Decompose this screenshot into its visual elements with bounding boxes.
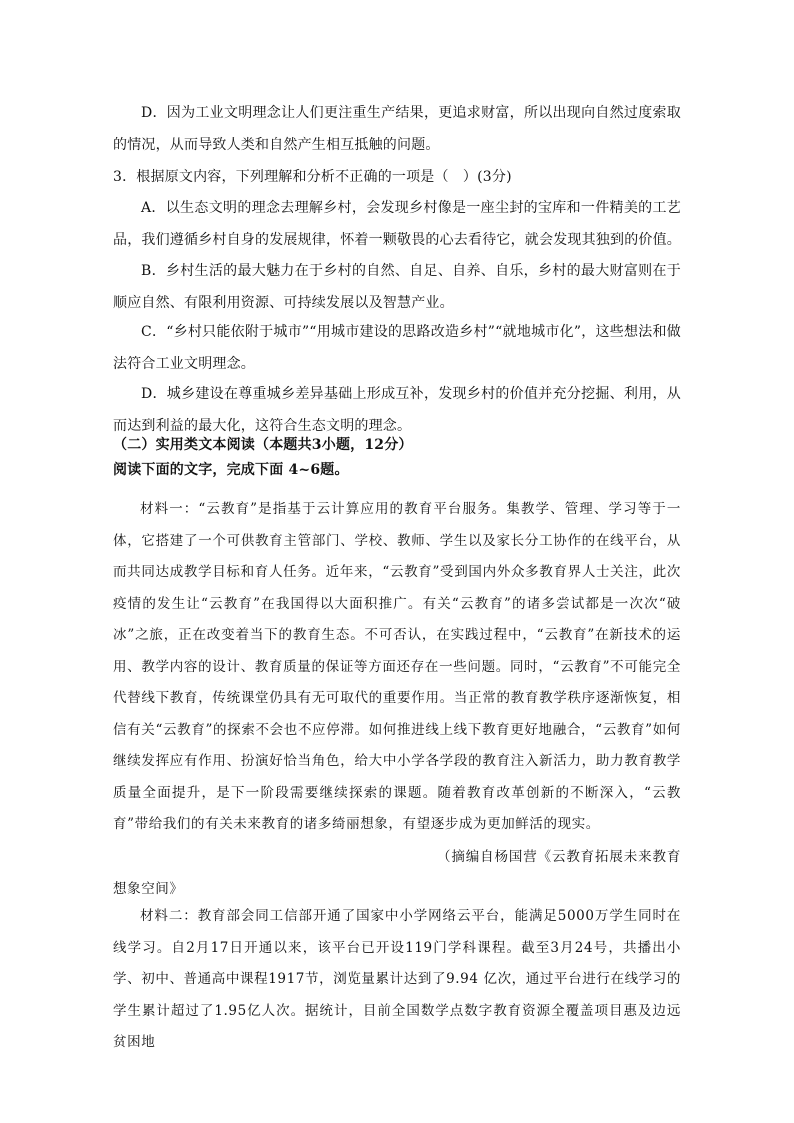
q2-option-d: D．因为工业文明理念让人们更注重生产结果，更追求财富，所以出现向自然过度索取的情况，从而导致人类和自然产生相互抵触的问题。 [113,105,681,153]
material1-text: 材料一：“云教育”是指基于云计算应用的教育平台服务。集教学、管理、学习等于一体，它搭建了一个可供教育主管部门、学校、教师、学生以及家长分工协作的在线平台，从而共同达成教学目标和育人任务。近年来，“云教育”受到国内外众多教育界人士关注，此次疫情的发生让“云教育”在我国得以大面积推广。有关“云教育”的诸多尝试都是一次次“破冰”之旅，正在改变着当下的教育生态。不可否认，在实践过程中，“云教育”在新技术的运用、教学内容的设计、教育质量的保证等方面还存在一些问题。同时，“云教育”不可能完全代替线下教育，传统课堂仍具有无可取代的重要作用。当正常的教育教学秩序逐渐恢复，相信有关“云教育”的探索不会也不应停滞。如何推进线上线下教育更好地融合，“云教育”如何继续发挥应有作用、扮演好恰当角色，给大中小学各学段的教育注入新活力，助力教育教学质量全面提升，是下一阶段需要继续探索的课题。随着教育改革创新的不断深入，“云教育”带给我们的有关未来教育的诸多绮丽想象，有望逐步成为更加鲜活的现实。 [113,501,681,832]
material2-text: 材料二：教育部会同工信部开通了国家中小学网络云平台，能满足5000万学生同时在线学习。自2月17日开通以来，该平台已开设119门学科课程。截至3月24号，共播出小学、初中、普通高中课程1917节，浏览量累计达到了9.94 亿次，通过平台进行在线学习的学生累计超过了1.95亿人次。据统计，目前全国数学点数字教育资源全覆盖项目惠及边远贫困地 [113,908,681,1050]
material1-source: （摘编自杨国营《云教育拓展未来教育想象空间》 [113,849,681,897]
section2-title: （二）实用类文本阅读（本题共3小题，12分） [113,437,413,453]
q3-option-c: C．“乡村只能依附于城市”“用城市建设的思路改造乡村”“就地城市化”，这些想法和做法符合工业文明理念。 [113,324,681,372]
q3-option-b: B．乡村生活的最大魅力在于乡村的自然、自足、自养、自乐，乡村的最大财富则在于顺应自然、有限利用资源、可持续发展以及智慧产业。 [113,263,681,311]
q3-option-a: A．以生态文明的理念去理解乡村，会发现乡村像是一座尘封的宝库和一件精美的工艺品，我们遵循乡村自身的发展规律，怀着一颗敬畏的心去看待它，就会发现其独到的价值。 [113,200,681,248]
q3-stem: 3．根据原文内容，下列理解和分析不正确的一项是（ ）(3分) [113,169,512,185]
q3-option-d: D．城乡建设在尊重城乡差异基础上形成互补，发现乡村的价值并充分挖掘、利用，从而达到利益的最大化，这符合生态文明的理念。 [113,386,681,434]
section2-instruction: 阅读下面的文字，完成下面 4~6题。 [113,462,349,478]
